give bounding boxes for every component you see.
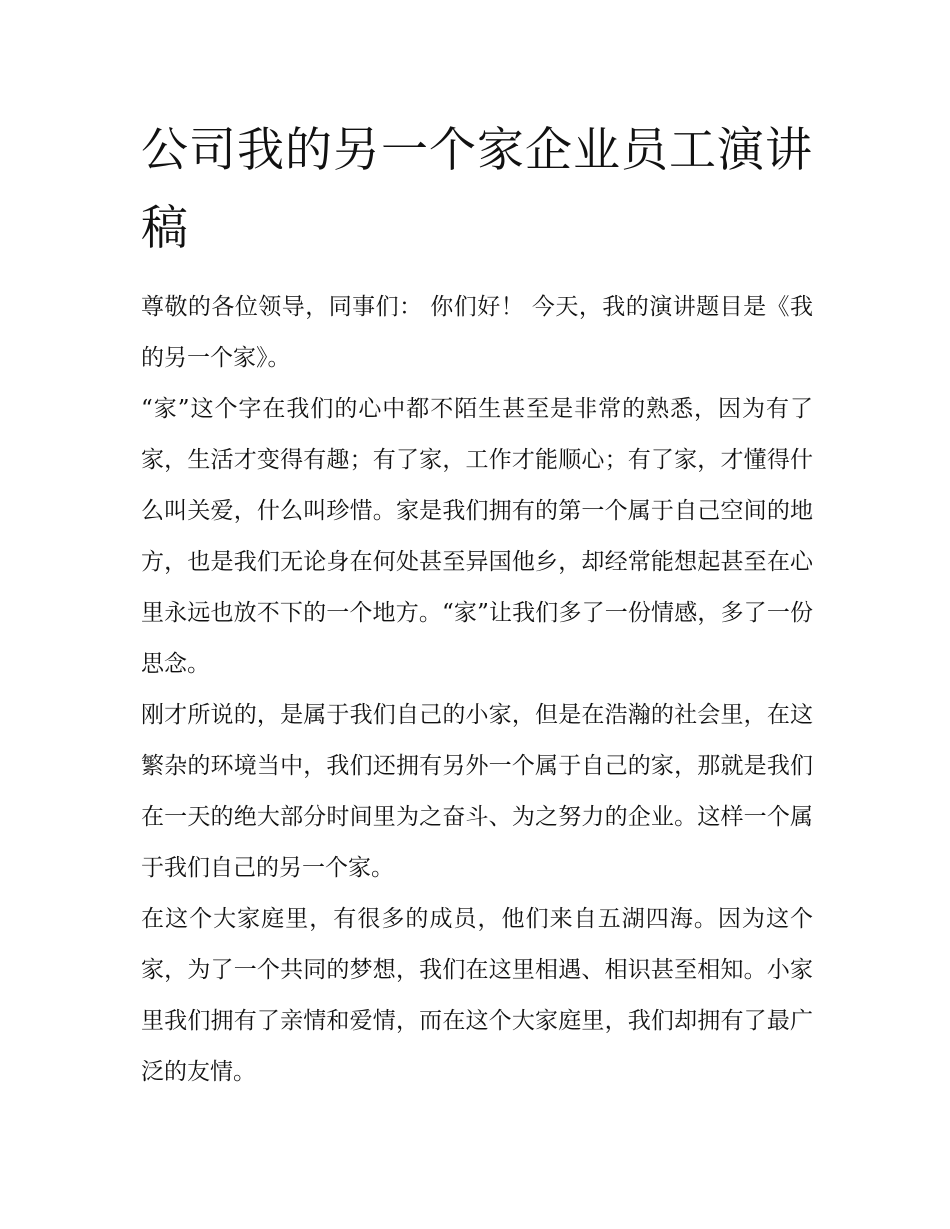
paragraph-greeting: 尊敬的各位领导，同事们： 你们好！ 今天，我的演讲题目是《我的另一个家》。 [141, 294, 813, 371]
paragraph-company-home: 刚才所说的，是属于我们自己的小家，但是在浩瀚的社会里，在这繁杂的环境当中，我们还拥有另外一个属于自己的家，那就是我们在一天的绝大部分时间里为之奋斗、为之努力的企业。这样一个属于我们自己的另一个家。 [141, 702, 813, 881]
document-body [141, 112, 813, 1098]
paragraph-home-meaning: “家”这个字在我们的心中都不陌生甚至是非常的熟悉，因为有了家，生活才变得有趣；有了家，工作才能顺心；有了家，才懂得什么叫关爱，什么叫珍惜。家是我们拥有的第一个属于自己空间的地方，也是我们无论身在何处甚至异国他乡，却经常能想起甚至在心里永远也放不下的一个地方。“家”让我们多了一份情感，多了一份思念。 [141, 396, 813, 677]
document-title: 公司我的另一个家企业员工演讲稿 [141, 123, 813, 256]
paragraph-big-family: 在这个大家庭里，有很多的成员，他们来自五湖四海。因为这个家，为了一个共同的梦想，我们在这里相遇、相识甚至相知。小家里我们拥有了亲情和爱情，而在这个大家庭里，我们却拥有了最广泛的友情。 [141, 906, 813, 1085]
